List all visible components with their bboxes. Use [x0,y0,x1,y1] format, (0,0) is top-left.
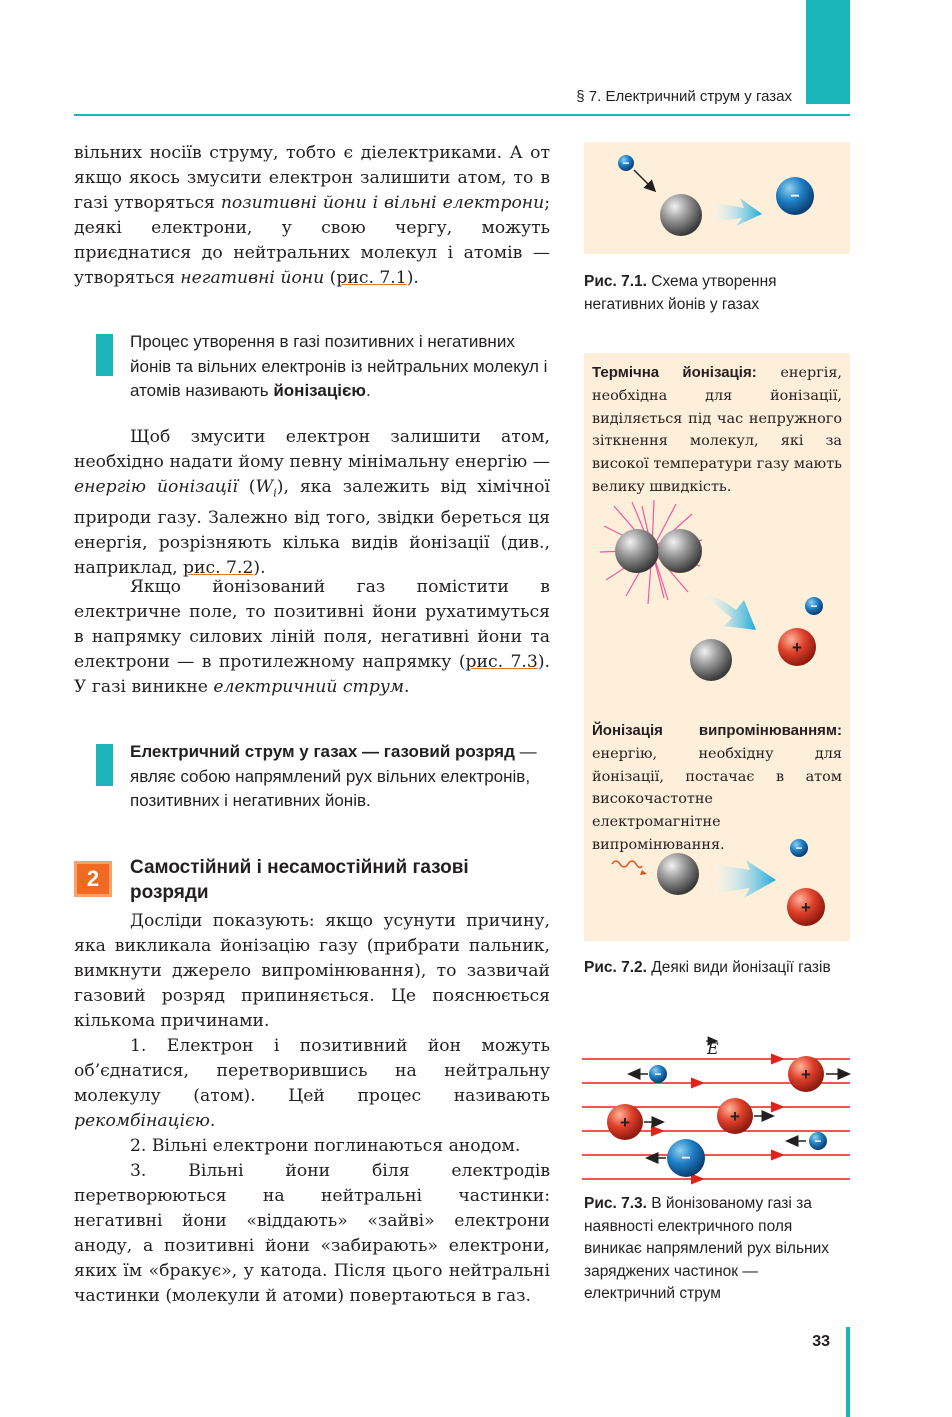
electron [790,839,808,857]
header-rule [74,114,850,116]
motion-arrow [634,170,654,190]
running-header: § 7. Електричний струм у газах [576,88,792,105]
figure-7-2-caption: Рис. 7.2. Деякі види йонізації газів [584,959,831,976]
paragraph-4: Досліди показують: якщо усунути причину, яка викликала йонізацію газу (прибрати пальник, вимкнути джерело випромінювання), то зазвичай газовий розряд припиняється. Це пояснюється кількома причинами. [74,911,550,1031]
radiation-wave [612,861,642,868]
paragraph-3: Якщо йонізований газ помістити в електричне поле, то позитивні йони рухатимуться в напрямку силових ліній поля, негативні йони та електрони — в протилежному напрямку (рис. 7.3). У газі виникне електричний струм. [74,577,550,697]
positive-ion [787,888,825,926]
radiation-wave-head [640,870,647,875]
svg-text:−: − [790,188,800,205]
negative-ion [667,1139,705,1177]
section-number-badge: 2 [74,861,112,897]
definition-marker [96,744,113,786]
svg-text:−: − [622,156,630,170]
paragraph-5: 1. Електрон і позитивний йон можуть об’єднатися, перетворившись на нейтральну молекулу (атом). Цей процес називають рекомбінацією. [74,1036,550,1131]
positive-ion [778,628,816,666]
field-label: E [707,1039,719,1058]
svg-text:+: + [801,1065,811,1084]
thermal-ionization-text: Термічна йонізація: енергія, необхідна для йонізації, виділяється під час непружного зіткнення молекул, які за високої температури газу мають велику швидкість. [592,364,842,495]
corner-accent-block [806,0,850,104]
radiation-ionization-text: Йонізація випромінюванням: енергію, необхідну для йонізації, постачає в атом високочастотне електромагнітне випромінювання. [592,722,842,853]
figure-reference-7-2[interactable]: рис. 7.2 [183,557,254,578]
page-number-accent-bar [846,1327,850,1417]
figure-7-1-caption: Рис. 7.1. Схема утворення негативних йонів у газах [584,273,777,313]
svg-text:−: − [681,1150,691,1167]
neutral-atom [657,853,699,895]
molecule [658,529,702,573]
paragraph-2: Щоб змусити електрон залишити атом, необхідно надати йому певну мінімальну енергію — енергію йонізації $(W_i)$, яка залежить від хімічної природи газу. Залежно від того, звідки береться ця енергія, розрізняють кілька видів йонізації (див., наприклад, рис. 7.2). [74,427,550,578]
neutral-atom [690,639,732,681]
definition-ionization: Процес утворення в газі позитивних і негативних йонів та вільних електронів із нейтральних молекул і атомів називають йонізацією. [130,332,548,401]
figure-reference-7-1[interactable]: рис. 7.1 [336,267,407,288]
svg-text:−: − [654,1067,662,1081]
figure-7-1-diagram [584,142,850,254]
negative-ion [776,177,814,215]
section-title: Самостійний і несамостійний газові розряди [130,857,469,903]
positive-ion [607,1104,643,1140]
svg-text:−: − [795,841,803,855]
paragraph-7: 3. Вільні йони біля електродів перетворюються на нейтральні частинки: негативні йони «віддають» «зайві» електрони аноду, а позитивні йони «забирають» електрони, яких їм «бракує», у катода. Після цього нейтральні частинки (молекули й атоми) повертаються в газ. [74,1161,550,1306]
molecule [615,529,659,573]
radiation-ionization-diagram [584,830,850,940]
figure-7-3-diagram [582,1036,852,1186]
thermal-ionization-diagram [584,500,850,700]
neutral-atom [660,194,702,236]
figure-7-3-caption: Рис. 7.3. В йонізованому газі за наявності електричного поля виникає напрямлений рух вільних заряджених частинок — електричний струм [584,1195,830,1302]
svg-text:+: + [730,1107,740,1126]
positive-ion [717,1098,753,1134]
definition-gas-discharge: Електричний струм у газах — газовий розряд — являє собою напрямлений рух вільних електронів, позитивних і негативних йонів. [130,742,537,811]
svg-text:+: + [801,898,811,917]
electron [805,597,823,615]
svg-text:+: + [792,638,802,657]
svg-text:+: + [620,1113,630,1132]
svg-text:−: − [810,599,818,613]
electron [649,1065,667,1083]
figure-reference-7-3[interactable]: рис. 7.3 [465,651,538,672]
transformation-arrow [712,860,776,898]
electron [809,1132,827,1150]
paragraph-6: 2. Вільні електрони поглинаються анодом. [130,1136,521,1156]
definition-marker [96,334,113,376]
positive-ion [788,1056,824,1092]
transformation-arrow [711,198,762,226]
svg-text:−: − [814,1134,822,1148]
electron [618,155,634,171]
transformation-arrow [702,592,756,630]
paragraph-1: вільних носіїв струму, тобто є діелектриками. А от якщо якось змусити електрон залишити атом, то в газі утворяться позитивні йони і вільні електрони; деякі електрони, у свою чергу, можуть приєднатися до нейтральних молекул і атомів — утворяться негативні йони (рис. 7.1). [74,143,550,288]
page-number: 33 [812,1333,830,1350]
